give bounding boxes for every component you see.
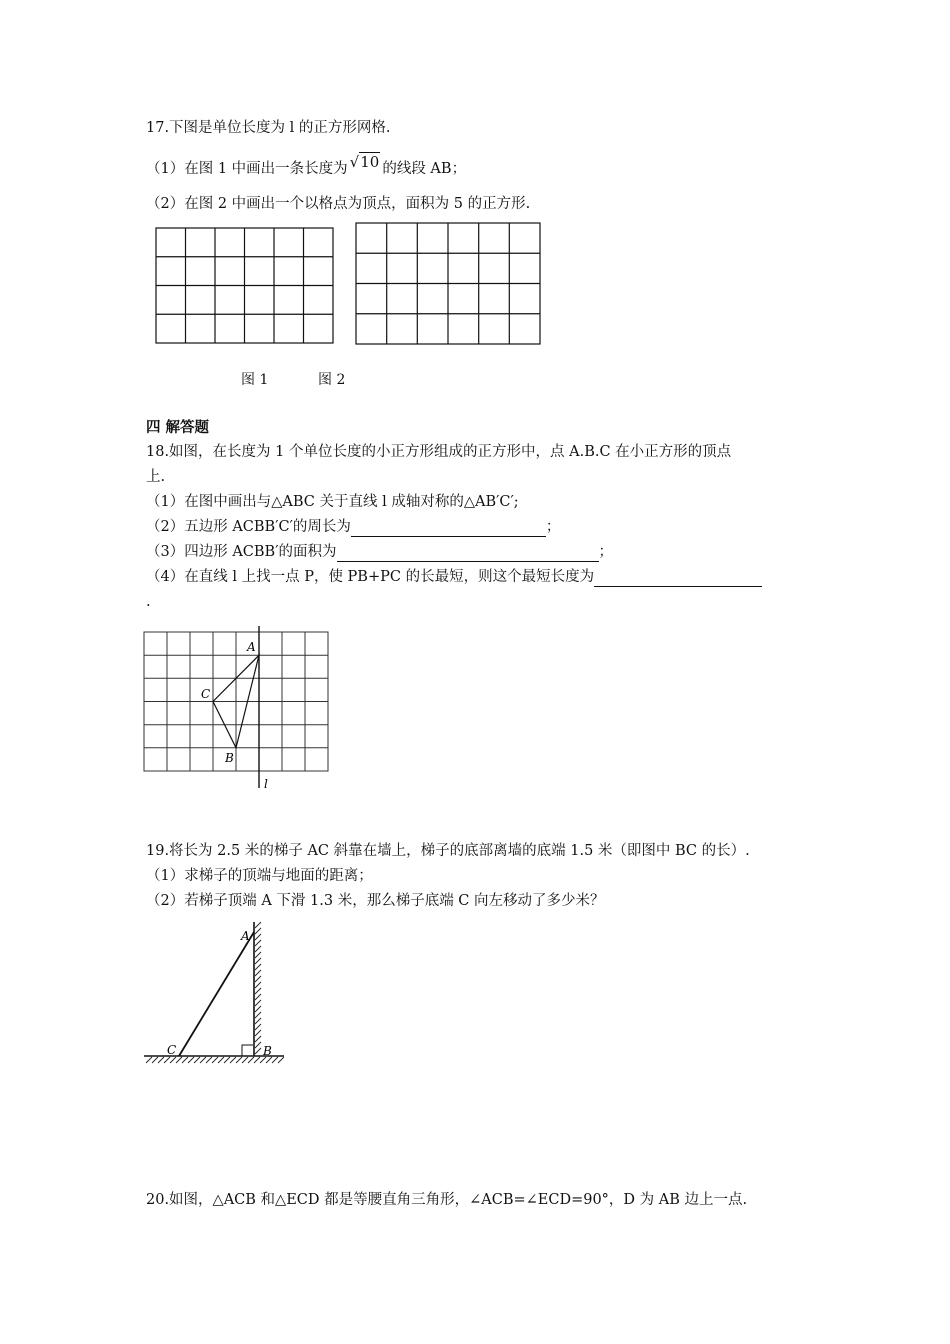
q18-part4 <box>146 567 762 587</box>
grid-figure-2 <box>355 222 542 346</box>
q17-title: 17.下图是单位长度为 l 的正方形网格. <box>146 120 391 136</box>
ladder-label-c: C <box>167 1043 177 1057</box>
sqrt-10: √10 <box>349 153 380 171</box>
answer-blank-shortest[interactable] <box>594 570 762 587</box>
label-l: l <box>264 777 268 791</box>
sqrt-radicand: 10 <box>360 153 380 171</box>
q17-part1-before: （1）在图 1 中画出一条长度为 <box>146 161 348 177</box>
answer-blank-perimeter[interactable] <box>351 520 546 537</box>
q17-part1 <box>146 153 467 179</box>
q18-part4-end: . <box>146 594 151 610</box>
figure-2-label: 图 2 <box>318 372 346 388</box>
q17-part1-after: 的线段 AB； <box>382 161 467 177</box>
label-b: B <box>225 751 234 765</box>
figure-1-label: 图 1 <box>241 372 269 388</box>
label-c: C <box>201 687 211 701</box>
answer-blank-area[interactable] <box>337 545 599 562</box>
ladder-label-a: A <box>241 929 250 943</box>
q18-part4-text: （4）在直线 l 上找一点 P，使 PB+PC 的长最短，则这个最短长度为 <box>146 569 595 585</box>
q18-title-line2: 上. <box>146 469 166 485</box>
q18-figure <box>140 626 335 796</box>
q18-part1: （1）在图中画出与△ABC 关于直线 l 成轴对称的△AB′C′; <box>146 494 519 510</box>
q17-part2: （2）在图 2 中画出一个以格点为顶点，面积为 5 的正方形. <box>146 196 531 212</box>
ladder-label-b: B <box>263 1044 272 1058</box>
section-heading: 四 解答题 <box>146 420 210 436</box>
q19-title: 19.将长为 2.5 米的梯子 AC 斜靠在墙上，梯子的底部离墙的底端 1.5 米（即图中 BC 的长）. <box>146 843 750 859</box>
q18-part2-end: ； <box>545 519 561 535</box>
q18-title-line1: 18.如图，在长度为 1 个单位长度的小正方形组成的正方形中，点 A.B.C 在小正方形的顶点 <box>146 444 732 460</box>
q19-part1: （1）求梯子的顶端与地面的距离； <box>146 868 373 884</box>
q18-part2-text: （2）五边形 ACBB′C′的周长为 <box>146 519 351 535</box>
q18-part2 <box>146 517 560 537</box>
q18-part3-text: （3）四边形 ACBB′的面积为 <box>146 544 337 560</box>
q20-title: 20.如图，△ACB 和△ECD 都是等腰直角三角形，∠ACB=∠ECD=90°，D 为 AB 边上一点. <box>146 1192 748 1208</box>
ladder-figure <box>142 918 292 1070</box>
grid-figure-1 <box>155 227 335 345</box>
label-a: A <box>247 640 256 654</box>
q18-part3 <box>146 542 613 562</box>
ladder-line <box>179 932 254 1056</box>
q18-part3-end: ； <box>598 544 614 560</box>
q19-part2: （2）若梯子顶端 A 下滑 1.3 米，那么梯子底端 C 向左移动了多少米？ <box>146 893 605 909</box>
